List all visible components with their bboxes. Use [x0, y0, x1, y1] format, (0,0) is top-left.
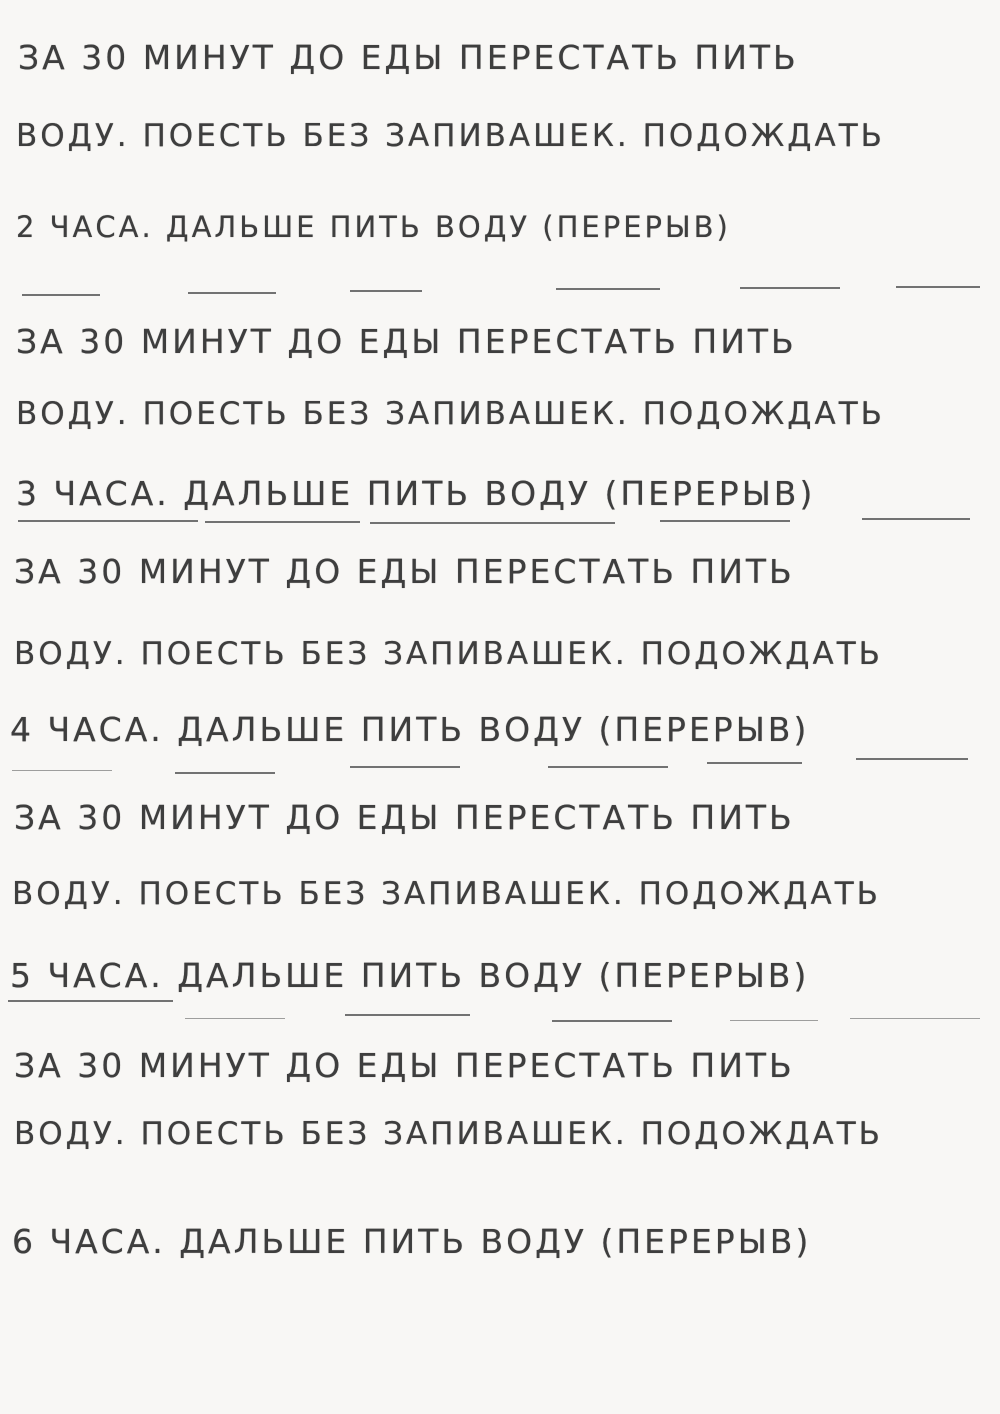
- separator-dash: [188, 292, 276, 294]
- block-1-line-2: ВОДУ. ПОЕСТЬ БЕЗ ЗАПИВАШЕК. ПОДОЖДАТЬ: [16, 118, 885, 154]
- underline: [370, 522, 615, 524]
- separator-dash: [740, 287, 840, 289]
- separator-dash: [556, 288, 660, 290]
- underline: [552, 1020, 672, 1022]
- block-1-line-3: 2 ЧАСА. ДАЛЬШЕ ПИТЬ ВОДУ (ПЕРЕРЫВ): [16, 210, 731, 244]
- underline: [862, 518, 970, 520]
- separator-dash: [350, 290, 422, 292]
- block-4-line-2: ВОДУ. ПОЕСТЬ БЕЗ ЗАПИВАШЕК. ПОДОЖДАТЬ: [12, 876, 881, 912]
- underline: [12, 770, 112, 771]
- block-3-line-3: 4 ЧАСА. ДАЛЬШЕ ПИТЬ ВОДУ (ПЕРЕРЫВ): [10, 710, 810, 749]
- underline: [18, 520, 198, 522]
- block-3-line-2: ВОДУ. ПОЕСТЬ БЕЗ ЗАПИВАШЕК. ПОДОЖДАТЬ: [14, 636, 883, 672]
- block-5-line-3: 6 ЧАСА. ДАЛЬШЕ ПИТЬ ВОДУ (ПЕРЕРЫВ): [12, 1222, 812, 1261]
- underline: [205, 521, 360, 523]
- block-2-line-3: 3 ЧАСА. ДАЛЬШЕ ПИТЬ ВОДУ (ПЕРЕРЫВ): [16, 474, 816, 513]
- underline: [660, 520, 790, 522]
- underline: [185, 1018, 285, 1019]
- underline: [350, 766, 460, 768]
- block-5-line-2: ВОДУ. ПОЕСТЬ БЕЗ ЗАПИВАШЕК. ПОДОЖДАТЬ: [14, 1116, 883, 1152]
- block-1-line-1: ЗА 30 МИНУТ ДО ЕДЫ ПЕРЕСТАТЬ ПИТЬ: [18, 38, 799, 77]
- block-4-line-1: ЗА 30 МИНУТ ДО ЕДЫ ПЕРЕСТАТЬ ПИТЬ: [14, 798, 795, 837]
- separator-dash: [22, 294, 100, 296]
- underline: [548, 766, 668, 768]
- underline: [345, 1014, 470, 1016]
- underline: [850, 1018, 980, 1019]
- underline: [730, 1020, 818, 1021]
- underline: [175, 772, 275, 774]
- block-2-line-2: ВОДУ. ПОЕСТЬ БЕЗ ЗАПИВАШЕК. ПОДОЖДАТЬ: [16, 396, 885, 432]
- underline: [856, 758, 968, 760]
- block-2-line-1: ЗА 30 МИНУТ ДО ЕДЫ ПЕРЕСТАТЬ ПИТЬ: [16, 322, 797, 361]
- block-3-line-1: ЗА 30 МИНУТ ДО ЕДЫ ПЕРЕСТАТЬ ПИТЬ: [14, 552, 795, 591]
- underline: [8, 1000, 173, 1002]
- underline: [707, 762, 802, 764]
- separator-dash: [896, 286, 980, 288]
- block-4-line-3: 5 ЧАСА. ДАЛЬШЕ ПИТЬ ВОДУ (ПЕРЕРЫВ): [10, 956, 810, 995]
- block-5-line-1: ЗА 30 МИНУТ ДО ЕДЫ ПЕРЕСТАТЬ ПИТЬ: [14, 1046, 795, 1085]
